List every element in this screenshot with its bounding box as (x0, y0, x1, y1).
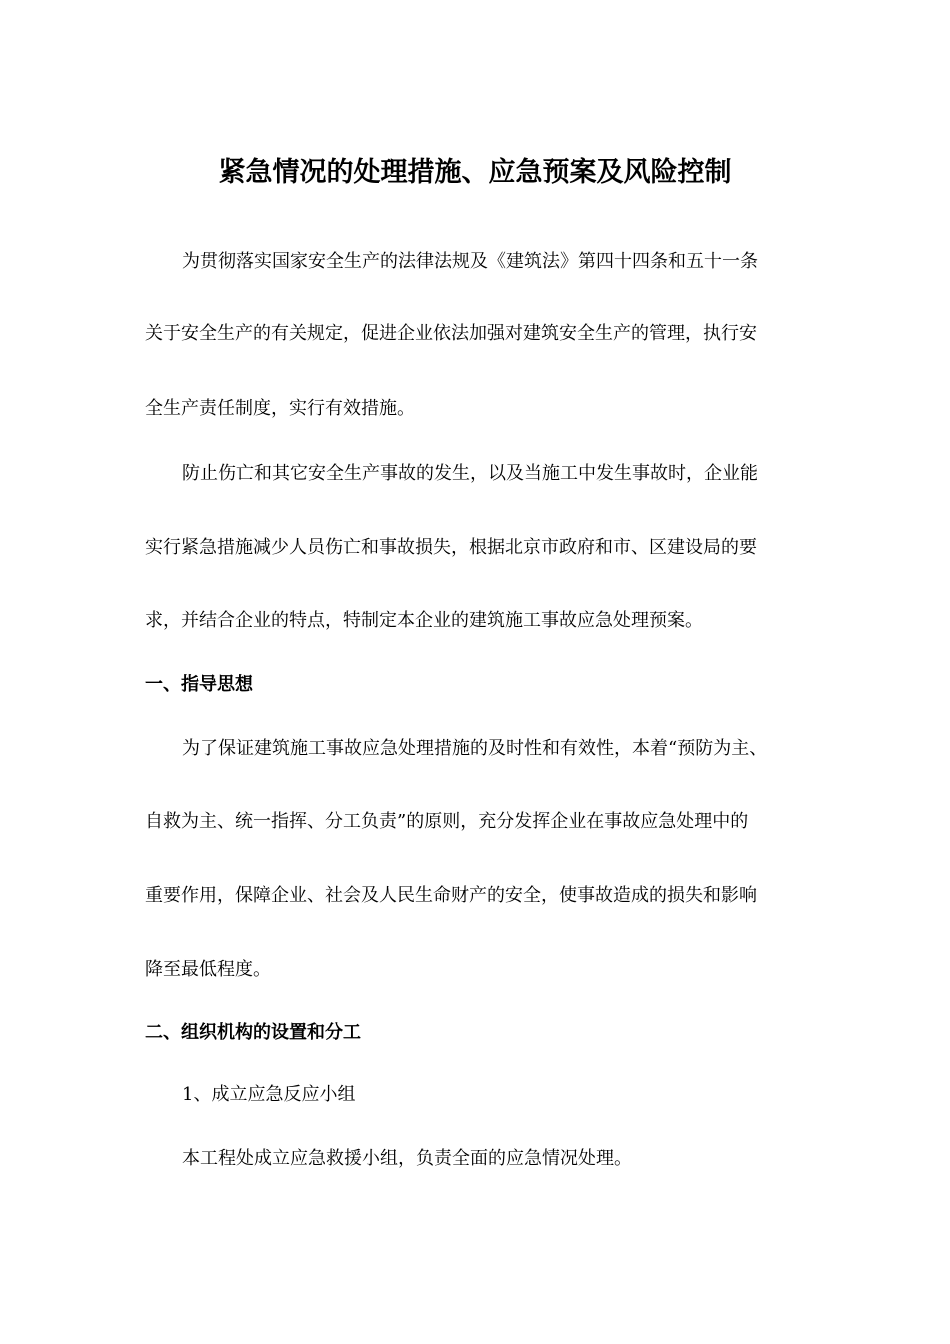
section-1-line-1: 为了保证建筑施工事故应急处理措施的及时性和有效性，本着“预防为主、 (182, 738, 768, 759)
section-2-subheading: 1、成立应急反应小组 (182, 1084, 356, 1105)
paragraph-2-line-1: 防止伤亡和其它安全生产事故的发生，以及当施工中发生事故时，企业能 (182, 463, 758, 484)
section-1-line-3: 重要作用，保障企业、社会及人民生命财产的安全，使事故造成的损失和影响 (145, 885, 757, 906)
section-2-heading: 二、组织机构的设置和分工 (145, 1022, 361, 1043)
paragraph-2-line-3: 求，并结合企业的特点，特制定本企业的建筑施工事故应急处理预案。 (145, 610, 703, 631)
document-title: 紧急情况的处理措施、应急预案及风险控制 (218, 157, 732, 188)
section-1-line-4: 降至最低程度。 (145, 959, 271, 980)
section-1-line-2: 自救为主、统一指挥、分工负责”的原则，充分发挥企业在事故应急处理中的 (145, 811, 749, 832)
paragraph-1-line-2: 关于安全生产的有关规定，促进企业依法加强对建筑安全生产的管理，执行安 (145, 323, 757, 344)
paragraph-1-line-1: 为贯彻落实国家安全生产的法律法规及《建筑法》第四十四条和五十一条 (182, 251, 758, 272)
paragraph-2-line-2: 实行紧急措施减少人员伤亡和事故损失，根据北京市政府和市、区建设局的要 (145, 537, 757, 558)
section-2-line-1: 本工程处成立应急救援小组，负责全面的应急情况处理。 (182, 1148, 632, 1169)
paragraph-1-line-3: 全生产责任制度，实行有效措施。 (145, 398, 415, 419)
section-1-heading: 一、指导思想 (145, 674, 253, 695)
